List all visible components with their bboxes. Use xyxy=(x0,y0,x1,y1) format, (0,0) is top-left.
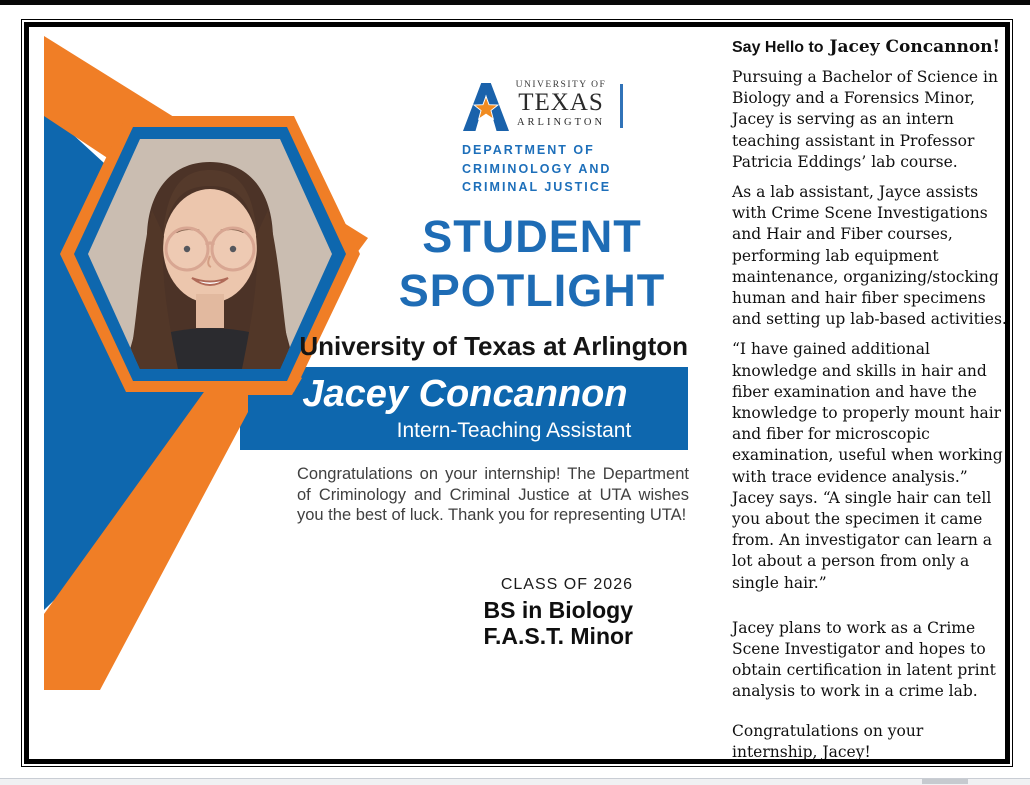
article-paragraph: Pursuing a Bachelor of Science in Biology and a Forensics Minor, Jacey is serving as an intern teaching assistant in Professor Patricia Eddings’ lab course. xyxy=(732,68,998,171)
uta-a-mark-icon xyxy=(463,82,509,132)
university-name: University of Texas at Arlington xyxy=(299,331,688,361)
department-line2: CRIMINOLOGY AND xyxy=(462,161,612,176)
logo-divider xyxy=(620,84,623,128)
class-of-label: CLASS OF 2026 xyxy=(500,576,633,593)
department-name xyxy=(462,141,611,197)
horizontal-scrollbar-thumb[interactable] xyxy=(922,779,968,784)
article-column xyxy=(732,37,1008,772)
department-line3: CRIMINAL JUSTICE xyxy=(462,180,612,194)
student-name: Jacey Concannon xyxy=(302,373,628,415)
degree-label: BS in Biology xyxy=(483,597,633,623)
headline-spotlight: SPOTLIGHT xyxy=(398,265,666,316)
headline xyxy=(302,210,762,318)
article-heading-prefix: Say Hello to xyxy=(732,39,824,56)
texas-label: TEXAS xyxy=(518,89,604,116)
university-of-label: UNIVERSITY OF xyxy=(515,80,607,90)
window-top-edge xyxy=(0,0,1030,5)
minor-label: F.A.S.T. Minor xyxy=(483,623,633,649)
article-heading xyxy=(732,37,1008,57)
arlington-label: ARLINGTON xyxy=(516,117,606,128)
article-paragraph: Jacey plans to work as a Crime Scene Investigator and hopes to obtain certification in latent print analysis to work in a crime lab. xyxy=(732,618,996,701)
article-paragraph: As a lab assistant, Jayce assists with Crime Scene Investigations and Hair and Fiber courses, performing lab equipment maintenance, organizing/stocking human and hair fiber specimens and setting up lab-based activities. xyxy=(732,183,1007,329)
student-role: Intern-Teaching Assistant xyxy=(396,419,632,442)
article-heading-name: Jacey Concannon! xyxy=(823,37,1000,57)
department-line1: DEPARTMENT OF xyxy=(462,143,595,157)
credentials xyxy=(484,576,634,649)
article-paragraph: “I have gained additional knowledge and skills in hair and fiber examination and have the knowledge to properly mount hair and fiber for microscopic examination, useful when working with trace evidence analysis.” Jacey says. “A single hair can tell you about the specimen it came from. An investigator can learn a lot about a person from only a single hair.” xyxy=(732,340,1003,592)
headline-student: STUDENT xyxy=(422,211,642,262)
university-wordmark xyxy=(513,80,609,128)
article-paragraph: Congratulations on your internship, Jacey! xyxy=(732,721,924,761)
congrats-text: Congratulations on your internship! The Department of Criminology and Criminal Justice at UTA wishes you the best of luck. Thank you for representing UTA! xyxy=(297,465,689,524)
